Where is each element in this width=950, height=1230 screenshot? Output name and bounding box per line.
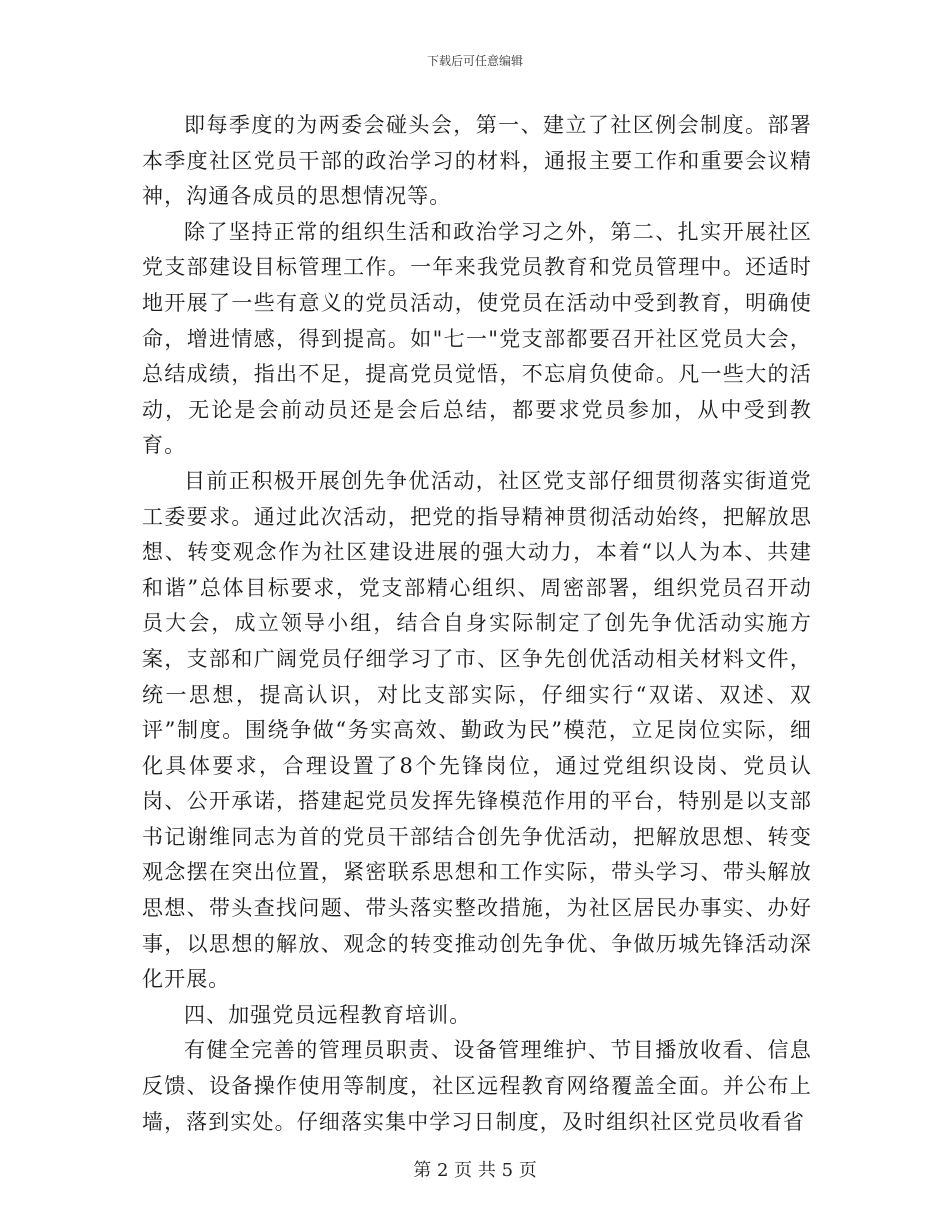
page-number-footer: 第 2 页 共 5 页 (413, 1160, 537, 1181)
paragraph-2: 除了坚持正常的组织生活和政治学习之外，第二、扎实开展社区党支部建设目标管理工作。一年来我党员教育和党员管理中。还适时地开展了一些有意义的党员活动，使党员在活动中受到教育，明确使命，增进情感，得到提高。如"七一"党支部都要召开社区党员大会，总结成绩，指出不足，提高党员觉悟，不忘肩负使命。凡一些大的活动，无论是会前动员还是会后总结，都要求党员参加，从中受到教育。 (142, 219, 812, 458)
paragraph-1: 即每季度的为两委会碰头会，第一、建立了社区例会制度。部署本季度社区党员干部的政治学习的材料，通报主要工作和重要会议精神，沟通各成员的思想情况等。 (142, 113, 812, 209)
section-heading: 四、加强党员远程教育培训。 (184, 1002, 472, 1027)
paragraph-5: 有健全完善的管理员职责、设备管理维护、节目播放收看、信息反馈、设备操作使用等制度，社区远程教育网络覆盖全面。并公布上墙，落到实处。仔细落实集中学习日制度，及时组织社区党员收看省 (142, 1038, 812, 1134)
page-header-note: 下载后可任意编辑 (426, 54, 523, 68)
document-body (142, 108, 812, 1140)
paragraph-3: 目前正积极开展创先争优活动，社区党支部仔细贯彻落实街道党工委要求。通过此次活动，把党的指导精神贯彻活动始终，把解放思想、转变观念作为社区建设进展的强大动力，本着“以人为本、共建和谐”总体目标要求，党支部精心组织、周密部署，组织党员召开动员大会，成立领导小组，结合自身实际制定了创先争优活动实施方案，支部和广阔党员仔细学习了市、区争先创优活动相关材料文件，统一思想，提高认识，对比支部实际，仔细实行“双诺、双述、双评”制度。围绕争做“务实高效、勤政为民”模范，立足岗位实际，细化具体要求，合理设置了8个先锋岗位，通过党组织设岗、党员认岗、公开承诺，搭建起党员发挥先锋模范作用的平台，特别是以支部书记谢维同志为首的党员干部结合创先争优活动，把解放思想、转变观念摆在突出位置，紧密联系思想和工作实际，带头学习、带头解放思想、带头查找问题、带头落实整改措施，为社区居民办事实、办好事，以思想的解放、观念的转变推动创先争优、争做历城先锋活动深化开展。 (142, 468, 812, 992)
